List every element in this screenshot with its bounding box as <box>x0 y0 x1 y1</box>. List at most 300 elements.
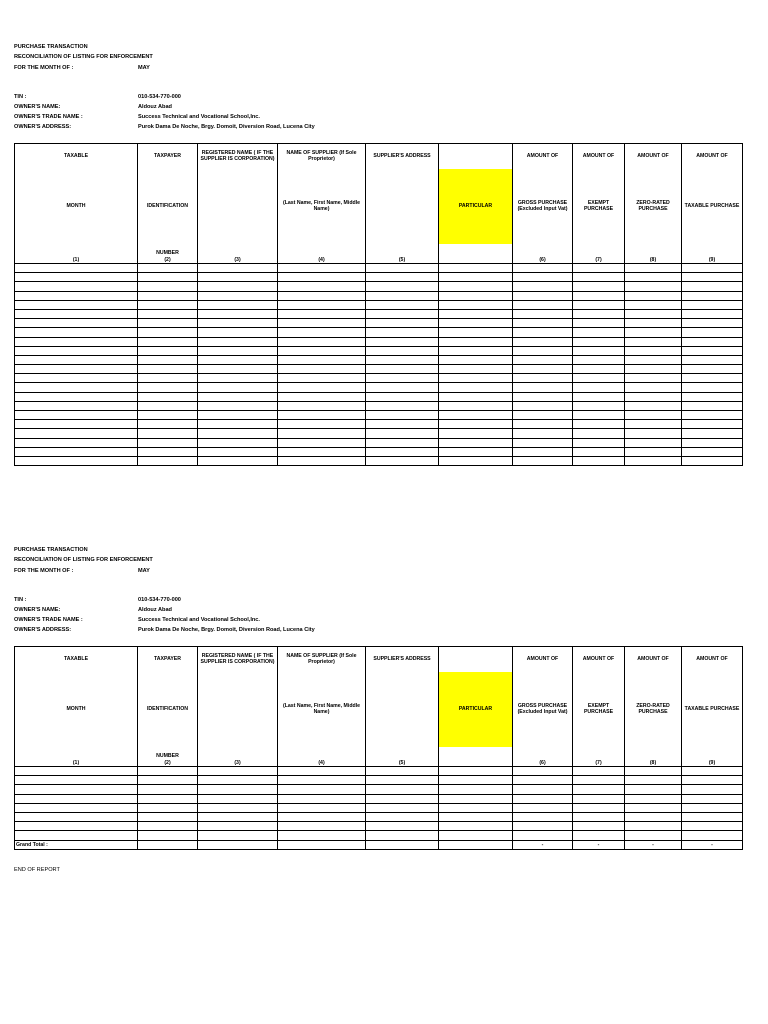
table-cell <box>198 438 278 447</box>
table-cell <box>366 812 439 821</box>
table-cell <box>682 794 743 803</box>
col9-header: AMOUNT OF <box>682 144 743 169</box>
table-cell <box>439 411 513 420</box>
col5-header: SUPPLIER'S ADDRESS <box>366 647 439 672</box>
trade-name-value: Success Technical and Vocational School,Inc. <box>138 114 260 120</box>
table-cell <box>138 822 198 831</box>
month-label: FOR THE MONTH OF : <box>14 568 74 574</box>
table-cell <box>513 337 573 346</box>
table-cell <box>15 383 138 392</box>
table-cell <box>682 803 743 812</box>
table-cell <box>278 812 366 821</box>
table-cell <box>278 383 366 392</box>
table-cell <box>682 319 743 328</box>
col3-subheader <box>198 672 278 747</box>
table-cell <box>439 374 513 383</box>
table-cell <box>513 300 573 309</box>
table-cell <box>513 383 573 392</box>
table-cell <box>625 264 682 273</box>
grand-total-c3 <box>198 840 278 849</box>
table-cell <box>682 291 743 300</box>
table-cell <box>198 411 278 420</box>
table-cell <box>138 365 198 374</box>
table-cell <box>625 355 682 364</box>
table-cell <box>198 309 278 318</box>
table-cell <box>625 319 682 328</box>
col4-subheader: (Last Name, First Name, Middle Name) <box>278 169 366 244</box>
table-cell <box>278 776 366 785</box>
table-cell <box>198 383 278 392</box>
col1-header: TAXABLE <box>15 144 138 169</box>
table-cell <box>625 785 682 794</box>
table-cell <box>682 374 743 383</box>
table-cell <box>513 812 573 821</box>
table-cell <box>682 401 743 410</box>
table-cell <box>682 282 743 291</box>
table-cell <box>198 767 278 776</box>
tin-value: 010-534-770-000 <box>138 94 181 100</box>
table-cell <box>198 831 278 840</box>
table-cell <box>15 411 138 420</box>
grand-total-particular <box>439 840 513 849</box>
table-cell <box>278 264 366 273</box>
col6-number: (6) <box>513 244 573 264</box>
col8-header: AMOUNT OF <box>625 144 682 169</box>
table-cell <box>513 273 573 282</box>
col1-header: TAXABLE <box>15 647 138 672</box>
table-cell <box>439 309 513 318</box>
table-cell <box>278 392 366 401</box>
col5-header: SUPPLIER'S ADDRESS <box>366 144 439 169</box>
table-cell <box>15 365 138 374</box>
table-row <box>15 767 743 776</box>
end-of-report: END OF REPORT <box>14 867 60 873</box>
table-cell <box>278 282 366 291</box>
grand-total-c9: - <box>682 840 743 849</box>
table-cell <box>625 401 682 410</box>
table-cell <box>439 346 513 355</box>
table-cell <box>366 831 439 840</box>
table-cell <box>15 401 138 410</box>
table-cell <box>366 438 439 447</box>
col6-header: AMOUNT OF <box>513 144 573 169</box>
table-row <box>15 420 743 429</box>
table-cell <box>366 319 439 328</box>
table-cell <box>573 346 625 355</box>
col7-number: (7) <box>573 244 625 264</box>
owner-name-label: OWNER'S NAME: <box>14 104 61 110</box>
table-cell <box>138 264 198 273</box>
table-cell <box>682 309 743 318</box>
col7-subheader: EXEMPT PURCHASE <box>573 672 625 747</box>
table-cell <box>198 794 278 803</box>
table-cell <box>439 392 513 401</box>
table-cell <box>366 355 439 364</box>
table-cell <box>278 346 366 355</box>
table-cell <box>278 429 366 438</box>
grand-total-c7: - <box>573 840 625 849</box>
table-cell <box>278 420 366 429</box>
table-cell <box>439 822 513 831</box>
table-cell <box>366 365 439 374</box>
table-cell <box>625 803 682 812</box>
col8-header: AMOUNT OF <box>625 647 682 672</box>
table-cell <box>366 273 439 282</box>
table-cell <box>138 300 198 309</box>
table-row <box>15 300 743 309</box>
table-cell <box>513 319 573 328</box>
table-row <box>15 411 743 420</box>
table-cell <box>278 309 366 318</box>
owner-name-value: Aldouz Abad <box>138 104 172 110</box>
table-cell <box>573 438 625 447</box>
col6-header: AMOUNT OF <box>513 647 573 672</box>
table-cell <box>278 319 366 328</box>
table-row <box>15 785 743 794</box>
table-cell <box>198 328 278 337</box>
col8-subheader: ZERO-RATED PURCHASE <box>625 672 682 747</box>
table-cell <box>682 365 743 374</box>
col4-number: (4) <box>278 244 366 264</box>
col1-subheader: MONTH <box>15 169 138 244</box>
table-cell <box>366 374 439 383</box>
col1-number: (1) <box>15 244 138 264</box>
table-cell <box>198 264 278 273</box>
table-cell <box>573 337 625 346</box>
col9-number: (9) <box>682 747 743 767</box>
tin-label: TIN : <box>14 94 27 100</box>
table-cell <box>366 794 439 803</box>
table-cell <box>625 429 682 438</box>
table-cell <box>366 300 439 309</box>
table-cell <box>198 374 278 383</box>
table-cell <box>513 785 573 794</box>
table-cell <box>625 346 682 355</box>
table-cell <box>439 365 513 374</box>
table-cell <box>439 291 513 300</box>
table-cell <box>138 319 198 328</box>
col7-header: AMOUNT OF <box>573 144 625 169</box>
table-cell <box>439 447 513 456</box>
table-cell <box>138 355 198 364</box>
particular-header-top <box>439 647 513 672</box>
table-cell <box>573 456 625 465</box>
table-cell <box>513 365 573 374</box>
table-cell <box>625 374 682 383</box>
col5-number: (5) <box>366 747 439 767</box>
table-cell <box>278 767 366 776</box>
table-cell <box>198 319 278 328</box>
table-row <box>15 291 743 300</box>
table-row <box>15 822 743 831</box>
table-cell <box>439 429 513 438</box>
table-cell <box>513 767 573 776</box>
table-row <box>15 447 743 456</box>
table-cell <box>682 767 743 776</box>
col6-subheader: GROSS PURCHASE (Excluded Input Vat) <box>513 169 573 244</box>
table-cell <box>138 794 198 803</box>
table-body-2 <box>15 767 743 841</box>
table-cell <box>366 785 439 794</box>
table-cell <box>278 337 366 346</box>
table-cell <box>573 401 625 410</box>
table-cell <box>439 383 513 392</box>
table-cell <box>198 300 278 309</box>
col7-header: AMOUNT OF <box>573 647 625 672</box>
grand-total-c6: - <box>513 840 573 849</box>
col1-subheader: MONTH <box>15 672 138 747</box>
table-cell <box>513 456 573 465</box>
table-cell <box>682 812 743 821</box>
table-row <box>15 355 743 364</box>
table-row <box>15 438 743 447</box>
table-cell <box>198 812 278 821</box>
table-row <box>15 374 743 383</box>
table-cell <box>625 831 682 840</box>
table-cell <box>138 401 198 410</box>
table-cell <box>15 794 138 803</box>
grand-total-row <box>15 840 743 849</box>
table-cell <box>439 812 513 821</box>
table-cell <box>138 767 198 776</box>
table-cell <box>15 319 138 328</box>
table-cell <box>513 438 573 447</box>
table-cell <box>15 300 138 309</box>
table-row <box>15 365 743 374</box>
table-cell <box>278 803 366 812</box>
table-cell <box>625 411 682 420</box>
table-cell <box>138 392 198 401</box>
table-cell <box>15 264 138 273</box>
table-cell <box>366 447 439 456</box>
table-cell <box>573 447 625 456</box>
table-cell <box>573 374 625 383</box>
table-cell <box>573 264 625 273</box>
col3-number: (3) <box>198 747 278 767</box>
table-cell <box>198 785 278 794</box>
table-cell <box>366 429 439 438</box>
table-row <box>15 273 743 282</box>
report-title: PURCHASE TRANSACTION <box>14 44 88 50</box>
table-cell <box>15 831 138 840</box>
table-cell <box>198 401 278 410</box>
table-cell <box>439 401 513 410</box>
table-cell <box>625 273 682 282</box>
table-cell <box>198 346 278 355</box>
table-cell <box>278 438 366 447</box>
table-cell <box>15 812 138 821</box>
table-row <box>15 429 743 438</box>
table-cell <box>682 273 743 282</box>
report-subtitle: RECONCILIATION OF LISTING FOR ENFORCEMENT <box>14 557 153 563</box>
table-cell <box>15 392 138 401</box>
owner-address-label: OWNER'S ADDRESS: <box>14 124 72 130</box>
owner-name-value: Aldouz Abad <box>138 607 172 613</box>
table-cell <box>366 803 439 812</box>
table-cell <box>278 794 366 803</box>
table-cell <box>682 429 743 438</box>
table-cell <box>682 447 743 456</box>
col7-subheader: EXEMPT PURCHASE <box>573 169 625 244</box>
table-cell <box>439 337 513 346</box>
table-cell <box>15 803 138 812</box>
table-cell <box>15 328 138 337</box>
grand-total-c8: - <box>625 840 682 849</box>
particular-header: PARTICULAR <box>439 169 513 244</box>
col5-subheader <box>366 169 439 244</box>
col8-subheader: ZERO-RATED PURCHASE <box>625 169 682 244</box>
table-cell <box>682 776 743 785</box>
table-cell <box>198 291 278 300</box>
table-cell <box>513 803 573 812</box>
table-cell <box>15 337 138 346</box>
col6-subheader: GROSS PURCHASE (Excluded Input Vat) <box>513 672 573 747</box>
table-cell <box>198 429 278 438</box>
table-cell <box>625 794 682 803</box>
table-cell <box>138 420 198 429</box>
col1-number: (1) <box>15 747 138 767</box>
table-cell <box>366 282 439 291</box>
col9-subheader: TAXABLE PURCHASE <box>682 672 743 747</box>
table-cell <box>439 831 513 840</box>
trade-name-label: OWNER'S TRADE NAME : <box>14 114 83 120</box>
table-cell <box>439 438 513 447</box>
table-cell <box>625 776 682 785</box>
table-cell <box>682 328 743 337</box>
table-cell <box>138 291 198 300</box>
particular-number <box>439 747 513 767</box>
grand-total-c5 <box>366 840 439 849</box>
table-cell <box>138 374 198 383</box>
table-cell <box>138 831 198 840</box>
table-cell <box>513 291 573 300</box>
table-cell <box>366 264 439 273</box>
table-row <box>15 831 743 840</box>
table-cell <box>138 429 198 438</box>
table-cell <box>682 355 743 364</box>
table-cell <box>625 420 682 429</box>
table-cell <box>513 447 573 456</box>
table-cell <box>366 401 439 410</box>
table-row <box>15 383 743 392</box>
table-cell <box>625 300 682 309</box>
month-value: MAY <box>138 65 150 71</box>
purchase-table-2 <box>14 646 743 850</box>
table-cell <box>15 420 138 429</box>
table-cell <box>278 328 366 337</box>
table-cell <box>625 822 682 831</box>
col2-subheader: IDENTIFICATION <box>138 169 198 244</box>
table-row <box>15 456 743 465</box>
owner-address-label: OWNER'S ADDRESS: <box>14 627 72 633</box>
table-cell <box>682 438 743 447</box>
table-cell <box>625 337 682 346</box>
table-cell <box>513 346 573 355</box>
table-cell <box>682 831 743 840</box>
table-cell <box>366 346 439 355</box>
table-cell <box>278 374 366 383</box>
table-cell <box>439 282 513 291</box>
table-cell <box>682 300 743 309</box>
table-cell <box>198 273 278 282</box>
table-cell <box>15 346 138 355</box>
particular-header: PARTICULAR <box>439 672 513 747</box>
table-cell <box>138 411 198 420</box>
table-cell <box>682 420 743 429</box>
col4-header: NAME OF SUPPLIER (If Sole Proprietor) <box>278 144 366 169</box>
table-cell <box>513 401 573 410</box>
table-cell <box>625 438 682 447</box>
tin-label: TIN : <box>14 597 27 603</box>
table-cell <box>682 264 743 273</box>
table-cell <box>138 803 198 812</box>
table-cell <box>138 273 198 282</box>
table-cell <box>573 365 625 374</box>
particular-number <box>439 244 513 264</box>
owner-address-value: Purok Dama De Noche, Brgy. Domoit, Diversion Road, Lucena City <box>138 627 315 633</box>
table-cell <box>625 447 682 456</box>
table-cell <box>439 794 513 803</box>
table-cell <box>138 383 198 392</box>
table-cell <box>366 420 439 429</box>
table-cell <box>573 273 625 282</box>
table-cell <box>278 785 366 794</box>
table-cell <box>138 337 198 346</box>
table-cell <box>278 822 366 831</box>
table-cell <box>439 785 513 794</box>
table-body-1 <box>15 264 743 466</box>
table-cell <box>573 831 625 840</box>
table-cell <box>625 767 682 776</box>
table-cell <box>15 355 138 364</box>
table-cell <box>625 365 682 374</box>
col2-header: TAXPAYER <box>138 144 198 169</box>
grand-total-c4 <box>278 840 366 849</box>
table-cell <box>625 456 682 465</box>
table-cell <box>439 767 513 776</box>
col2-number: NUMBER (2) <box>138 244 198 264</box>
table-cell <box>573 794 625 803</box>
table-cell <box>198 822 278 831</box>
table-cell <box>573 328 625 337</box>
table-row <box>15 282 743 291</box>
col3-subheader <box>198 169 278 244</box>
table-cell <box>625 812 682 821</box>
table-cell <box>15 438 138 447</box>
table-cell <box>513 328 573 337</box>
table-cell <box>198 392 278 401</box>
report-title: PURCHASE TRANSACTION <box>14 547 88 553</box>
table-cell <box>278 300 366 309</box>
table-cell <box>513 420 573 429</box>
table-row <box>15 319 743 328</box>
trade-name-label: OWNER'S TRADE NAME : <box>14 617 83 623</box>
report-subtitle: RECONCILIATION OF LISTING FOR ENFORCEMENT <box>14 54 153 60</box>
month-value: MAY <box>138 568 150 574</box>
table-cell <box>198 776 278 785</box>
trade-name-value: Success Technical and Vocational School,Inc. <box>138 617 260 623</box>
table-cell <box>439 328 513 337</box>
table-cell <box>198 420 278 429</box>
table-cell <box>439 420 513 429</box>
table-row <box>15 309 743 318</box>
table-cell <box>513 392 573 401</box>
table-row <box>15 392 743 401</box>
col9-number: (9) <box>682 244 743 264</box>
table-cell <box>278 365 366 374</box>
table-cell <box>278 447 366 456</box>
table-cell <box>15 447 138 456</box>
